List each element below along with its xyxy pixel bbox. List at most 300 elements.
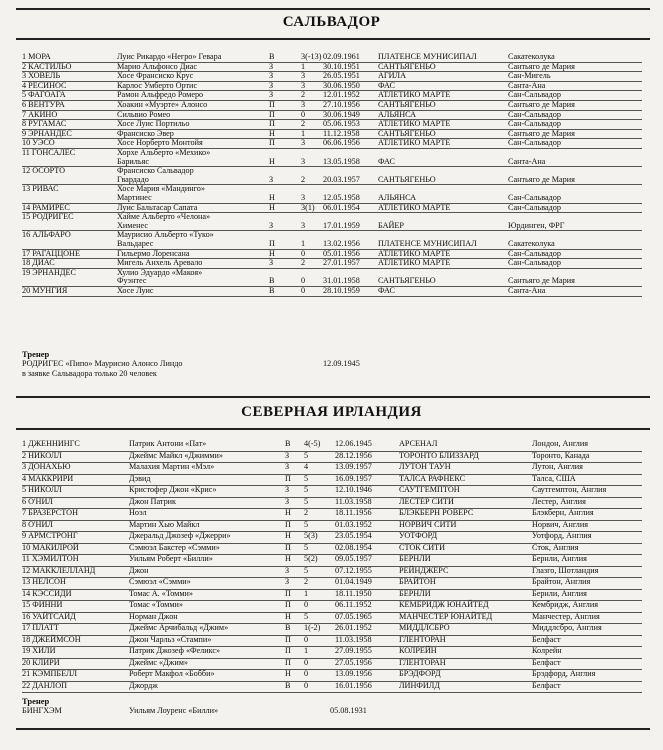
player-name: 2 НИКОЛЛ [22,450,62,460]
player-club: АРСЕНАЛ [399,439,438,448]
player-city: Сток, Англия [532,542,579,552]
player-dob: 11.03.1958 [335,634,372,644]
player-dob: 30.10.1951 [323,61,360,71]
player-city: Брайтон, Англия [532,577,591,586]
player-city: Колрейн [532,646,562,655]
player-club: БРАЙТОН [399,577,436,586]
player-caps: 3 [301,80,306,90]
player-club: ПЛАТЕНСЕ МУНИСИПАЛ [378,238,477,248]
player-caps: 5 [304,496,309,506]
player-fullname: Патрик Антони «Пат» [129,439,207,448]
player-dob: 27.05.1956 [335,657,372,667]
player-fullname: Хорхе Альберто «Мехико» [117,148,211,157]
player-position: П [269,138,275,148]
player-dob: 18.11.1956 [335,508,372,517]
player-club: БРЭДФОРД [399,669,441,678]
player-caps: 2 [301,174,306,184]
player-fullname: Хайме Альберто «Челона» [117,212,211,222]
player-fullname: Хосе Мария «Мандинго» [117,184,205,194]
player-city: Белфаст [532,657,561,667]
player-dob: 13.02.1956 [323,238,360,248]
player-fullname: Уильям Роберт «Билли» [129,554,213,563]
player-position: В [269,276,275,286]
player-caps: 3(-13) [301,52,322,61]
player-position: Н [269,192,275,202]
player-caps: 0 [301,286,306,295]
player-fullname: Франсиско Эвер [117,128,174,138]
player-club: АГИЛА [378,71,407,81]
player-name: 16 АЛЬФАРО [22,230,71,240]
player-club: МИДДЛСБРО [399,623,450,632]
player-fullname: Джон Чарльз «Стампи» [129,634,212,644]
player-dob: 09.05.1957 [335,554,372,563]
player-position: Н [285,554,291,563]
player-city: Сан-Мигель [508,71,551,81]
player-position: Н [269,128,275,138]
player-club: ФАС [378,286,395,295]
player-caps: 5 [304,519,309,529]
player-position: З [269,174,274,184]
player-position: П [285,657,291,667]
player-caps: 1 [301,238,306,248]
player-dob: 23.05.1954 [335,531,372,540]
nireland-title: СЕВЕРНАЯ ИРЛАНДИЯ [241,404,422,420]
player-name: 5 НИКОЛЛ [22,485,62,494]
player-fullname: Луис Бальтасар Сапата [117,202,198,212]
player-dob: 02.08.1954 [335,542,372,552]
player-row [22,601,642,613]
player-row [22,440,642,452]
player-city: Сан-Сальвадор [508,109,561,119]
player-city: Сантьяго де Мария [508,174,575,184]
player-caps: 0 [304,657,309,667]
player-fullname: Хосе Луис [117,286,154,295]
player-position: З [285,496,290,506]
player-caps: 0 [304,680,309,690]
player-city: Сан-Сальвадор [508,119,561,129]
player-caps: 3(1) [301,202,315,212]
player-fullname: Джордж [129,680,158,690]
player-row [22,682,642,694]
player-position: З [285,577,290,586]
player-fullname: Хосе Франсиско Крус [117,71,194,81]
player-row [22,647,642,659]
player-dob: 11.03.1958 [335,496,372,506]
player-name: 16 УАЙТСАЙД [22,611,76,621]
player-dob: 12.06.1945 [335,439,372,448]
player-row [22,463,642,475]
salvador-coach-label: Тренер [22,349,50,359]
player-position: В [269,52,275,61]
player-fullname: Хулио Эдуардо «Макоя» [117,267,203,277]
player-caps: 2 [304,508,309,517]
player-club: БЛЭКБЕРН РОВЕРС [399,508,474,517]
player-caps: 2 [301,90,306,100]
player-club: АТЛЕТИКО МАРТЕ [378,138,451,148]
player-row [22,139,642,149]
player-fullname: Сильвио Ромео [117,109,171,119]
player-fullname: Сэмюэл «Сэмми» [129,577,191,586]
player-city: Лондон, Англия [532,439,589,448]
player-name: 19 ЭРНАНДЕС [22,267,76,277]
player-name: 8 О'НИЛ [22,519,53,529]
player-caps: 3 [301,138,306,148]
player-club: САНТЬЯГЕНЬО [378,100,436,109]
player-caps: 5 [304,611,309,621]
player-club: АЛЬЯНСА [378,192,417,202]
player-dob: 18.11.1950 [335,588,372,598]
player-fullname: Малахия Мартин «Мэл» [129,462,215,471]
player-fullname: Рамон Альфредо Ромеро [117,90,204,100]
player-city: Сан-Сальвадор [508,192,561,202]
player-position: Н [285,508,291,517]
player-city: Лестер, Англия [532,496,586,506]
player-name: 11 ХЭМИЛТОН [22,554,79,563]
player-caps: 5 [304,450,309,460]
player-dob: 01.04.1949 [335,577,372,586]
player-city: Сакатеколука [508,238,555,248]
nireland-coach-name: БИНГХЭМ [22,706,62,715]
player-dob: 13.05.1958 [323,156,360,166]
player-fullname: Томас А. «Томми» [129,588,194,598]
player-caps: 0 [304,669,309,678]
player-position: Н [269,202,275,212]
player-position: П [269,238,275,248]
player-city: Лутон, Англия [532,462,583,471]
player-city: Сан-Сальвадор [508,248,561,258]
player-row [22,624,642,636]
nireland-coach-label: Тренер [22,696,50,706]
player-club: ТАЛСА РАФНЕКС [399,473,466,483]
player-city: Саутгемптон, Англия [532,485,607,494]
player-position: П [269,119,275,129]
player-dob: 16.01.1956 [335,680,372,690]
player-club: ГЛЕНТОРАН [399,657,446,667]
player-club: ЛИНФИЛД [399,680,440,690]
player-dob: 28.10.1959 [323,286,360,295]
player-position: З [285,450,290,460]
player-dob: 17.01.1959 [323,220,360,230]
player-city: Миддлсбро, Англия [532,623,602,632]
player-row [22,204,642,214]
player-club: ФАС [378,80,395,90]
player-dob: 07.12.1955 [335,565,372,575]
player-row [22,486,642,498]
player-name: 1 ДЖЕННИНГС [22,439,80,448]
player-position: В [285,439,291,448]
player-fullname: Роберт Макфол «Бобби» [129,669,215,678]
player-name: 6 О'НИЛ [22,496,53,506]
player-caps: 2 [301,119,306,129]
player-row [22,259,642,269]
player-name: 21 КЭМПБЕЛЛ [22,669,78,678]
player-name: 15 РОДРИГЕС [22,212,74,222]
bottom-rule [16,728,650,730]
player-position: Н [285,531,291,540]
player-fullname-cont: Хименес [117,220,148,230]
player-city: Сантьяго де Мария [508,276,575,286]
player-club: САНТЬЯГЕНЬО [378,174,436,184]
player-caps: 0 [301,276,306,286]
player-club: ТОРОНТО БЛИЗЗАРД [399,450,479,460]
player-name: 9 АРМСТРОНГ [22,531,78,540]
player-fullname: Джеймс Арчибальд «Джим» [129,623,229,632]
player-caps: 2 [304,577,309,586]
salvador-coach-dob: 12.09.1945 [323,359,360,368]
player-caps: 5 [304,565,309,575]
player-caps: 0 [304,634,309,644]
player-fullname: Марио Альфонсо Диас [117,61,198,71]
player-city: Уотфорд, Англия [532,531,592,540]
player-position: З [285,485,290,494]
player-name: 18 ДИАС [22,258,55,268]
player-caps: 5 [304,473,309,483]
player-dob: 27.10.1956 [323,100,360,109]
player-position: З [269,90,274,100]
player-dob: 06.11.1952 [335,600,372,609]
player-name: 2 КАСТИЛЬО [22,61,72,71]
player-dob: 06.06.1956 [323,138,360,148]
player-caps: 1 [304,588,309,598]
player-fullname: Джон [129,565,149,575]
player-fullname-cont: Мартинес [117,192,152,202]
player-dob: 05.01.1956 [323,248,360,258]
player-caps: 5(3) [304,531,318,540]
player-city: Торонто, Канада [532,450,590,460]
player-city: Сан-Сальвадор [508,202,561,212]
player-position: Н [285,669,291,678]
player-position: П [285,588,291,598]
player-row [22,167,642,185]
nireland-coach-dob: 05.08.1931 [330,706,367,715]
player-row [22,269,642,287]
player-position: П [285,600,291,609]
player-club: НОРВИЧ СИТИ [399,519,457,529]
player-caps: 3 [301,220,306,230]
player-dob: 13.09.1956 [335,669,372,678]
player-club: АТЛЕТИКО МАРТЕ [378,248,451,258]
player-city: Сантьяго де Мария [508,61,575,71]
player-name: 14 РАМИРЕС [22,202,70,212]
player-dob: 26.01.1952 [335,623,372,632]
player-club: АТЛЕТИКО МАРТЕ [378,90,451,100]
player-caps: 2 [301,258,306,268]
player-name: 7 АКИНО [22,109,58,119]
player-position: П [285,646,291,655]
player-club: УОТФОРД [399,531,438,540]
player-position: В [269,286,275,295]
player-name: 4 РЕСИНОС [22,80,67,90]
nireland-top-rule [16,396,650,398]
player-name: 17 ПЛАТТ [22,623,59,632]
player-position: П [269,100,275,109]
player-name: 10 МАКИЛРОЙ [22,542,79,552]
player-club: РЕЙНДЖЕРС [399,565,449,575]
player-city: Санта-Ана [508,80,546,90]
player-name: 20 МУНГИЯ [22,286,68,295]
player-fullname: Гильермо Лоренсана [117,248,190,258]
player-city: Бернли, Англия [532,554,587,563]
player-name: 20 КЛИРИ [22,657,60,667]
player-club: ЛУТОН ТАУН [399,462,451,471]
player-row [22,287,642,297]
player-dob: 11.12.1958 [323,128,360,138]
player-fullname: Мартин Хью Майкл [129,519,200,529]
player-name: 22 ДАНЛОП [22,680,68,690]
player-city: Кембридж, Англия [532,600,598,609]
player-caps: 1 [301,128,306,138]
player-city: Глазго, Шотландия [532,565,599,575]
player-club: БЕРНЛИ [399,588,431,598]
player-city: Белфаст [532,680,561,690]
player-fullname: Сэмюэл Бакстер «Сэмми» [129,542,220,552]
nireland-coach-fullname: Уильям Лоуренс «Билли» [129,706,219,715]
player-club: ГЛЕНТОРАН [399,634,446,644]
player-caps: 0 [301,248,306,258]
player-name: 12 МАККЛЕЛЛАНД [22,565,96,575]
player-dob: 27.09.1955 [335,646,372,655]
player-club: САНТЬЯГЕНЬО [378,128,436,138]
player-position: П [285,519,291,529]
nireland-title-rule [16,428,650,430]
player-name: 13 НЕЛСОН [22,577,66,586]
player-club: АТЛЕТИКО МАРТЕ [378,119,451,129]
player-position: Н [269,156,275,166]
player-position: З [285,565,290,575]
player-position: П [269,109,275,119]
player-city: Санта-Ана [508,156,546,166]
player-dob: 05.06.1953 [323,119,360,129]
player-fullname: Хоакин «Муэрте» Алонсо [117,100,208,109]
player-row [22,231,642,249]
player-fullname: Джеймс «Джим» [129,657,189,667]
player-club: ФАС [378,156,395,166]
player-position: В [285,680,291,690]
player-club: ЛЕСТЕР СИТИ [399,496,454,506]
player-caps: 3 [301,100,306,109]
player-dob: 13.09.1957 [335,462,372,471]
player-club: БАЙЕР [378,220,404,230]
player-city: Талса, США [532,473,576,483]
player-position: З [269,80,274,90]
player-name: 14 КЭССИДИ [22,588,72,598]
player-club: МАНЧЕСТЕР ЮНАЙТЕД [399,611,493,621]
player-caps: 3 [301,71,306,81]
player-name: 13 РИВАС [22,184,59,194]
player-name: 5 ФАГОАГА [22,90,66,100]
player-caps: 1(-2) [304,623,321,632]
player-caps: 5 [304,485,309,494]
player-dob: 28.12.1956 [335,450,372,460]
player-club: КЕМБРИДЖ ЮНАЙТЕД [399,600,489,609]
player-name: 6 ВЕНТУРА [22,100,65,109]
player-fullname: Томас «Томми» [129,600,184,609]
player-row [22,578,642,590]
player-club: АТЛЕТИКО МАРТЕ [378,202,451,212]
player-caps: 1 [301,61,306,71]
player-dob: 06.01.1954 [323,202,360,212]
player-caps: 3 [301,192,306,202]
player-fullname: Ноэл [129,508,147,517]
player-fullname: Маурисио Альберто «Туко» [117,230,214,240]
player-name: 12 ОСОРТО [22,166,66,176]
player-city: Сантьяго де Мария [508,100,575,109]
player-fullname: Патрик Джозеф «Феликс» [129,646,221,655]
player-dob: 07.05.1965 [335,611,372,621]
player-fullname-cont: Барильяс [117,156,150,166]
salvador-title: САЛЬВАДОР [282,14,381,30]
player-city: Сан-Сальвадор [508,258,561,268]
player-city: Сакатеколука [508,52,555,61]
player-fullname: Дэвид [129,473,151,483]
player-position: З [269,258,274,268]
player-caps: 0 [304,600,309,609]
player-dob: 27.01.1957 [323,258,360,268]
player-club: ПЛАТЕНСЕ МУНИСИПАЛ [378,52,477,61]
player-dob: 20.03.1957 [323,174,360,184]
player-fullname: Хосе Норберто Монтойя [117,138,203,148]
player-position: Н [269,248,275,258]
player-club: САНТЬЯГЕНЬО [378,276,436,286]
player-dob: 16.09.1957 [335,473,372,483]
player-name: 7 БРАЗЕРСТОН [22,508,78,517]
player-position: З [269,220,274,230]
player-name: 3 ХОВЕЛЬ [22,71,61,81]
player-name: 8 РУГАМАС [22,119,67,129]
player-fullname: Джеральд Джозеф «Джерри» [129,531,231,540]
player-row [22,532,642,544]
player-fullname: Франсиско Сальвадор [117,166,194,176]
player-position: П [285,542,291,552]
player-fullname: Карлос Умберто Ортис [117,80,198,90]
player-city: Белфаст [532,634,561,644]
player-name: 18 ДЖЕЙМСОН [22,634,81,644]
player-name: 10 УЭСО [22,138,55,148]
player-club: БЕРНЛИ [399,554,431,563]
player-club: АТЛЕТИКО МАРТЕ [378,258,451,268]
player-club: САУТГЕМПТОН [399,485,460,494]
player-fullname-cont: Фуэнтес [117,276,147,286]
player-club: КОЛРЕЙН [399,646,437,655]
player-city: Манчестер, Англия [532,611,600,621]
player-city: Сан-Сальвадор [508,138,561,148]
player-city: Юрдинген, ФРГ [508,220,565,230]
player-city: Норвич, Англия [532,519,589,529]
player-dob: 26.05.1951 [323,71,360,81]
player-fullname: Хосе Луис Портильо [117,119,190,129]
player-caps: 1 [304,646,309,655]
player-caps: 5(2) [304,554,318,563]
player-position: П [285,473,291,483]
player-position: В [285,623,291,632]
player-club: САНТЬЯГЕНЬО [378,61,436,71]
player-caps: 4 [304,462,309,471]
player-name: 15 ФИННИ [22,600,63,609]
player-city: Блэкберн, Англия [532,508,594,517]
player-row [22,185,642,203]
player-fullname: Норман Джон [129,611,178,621]
player-caps: 5 [304,542,309,552]
player-fullname: Джон Патрик [129,496,177,506]
player-name: 19 ХИЛИ [22,646,56,655]
player-fullname-cont: Гвардадо [117,174,149,184]
player-dob: 30.06.1950 [323,80,360,90]
player-name: 3 ДОНАХЬЮ [22,462,71,471]
player-dob: 01.03.1952 [335,519,372,529]
player-position: З [285,462,290,471]
player-row [22,670,642,682]
player-position: З [269,71,274,81]
